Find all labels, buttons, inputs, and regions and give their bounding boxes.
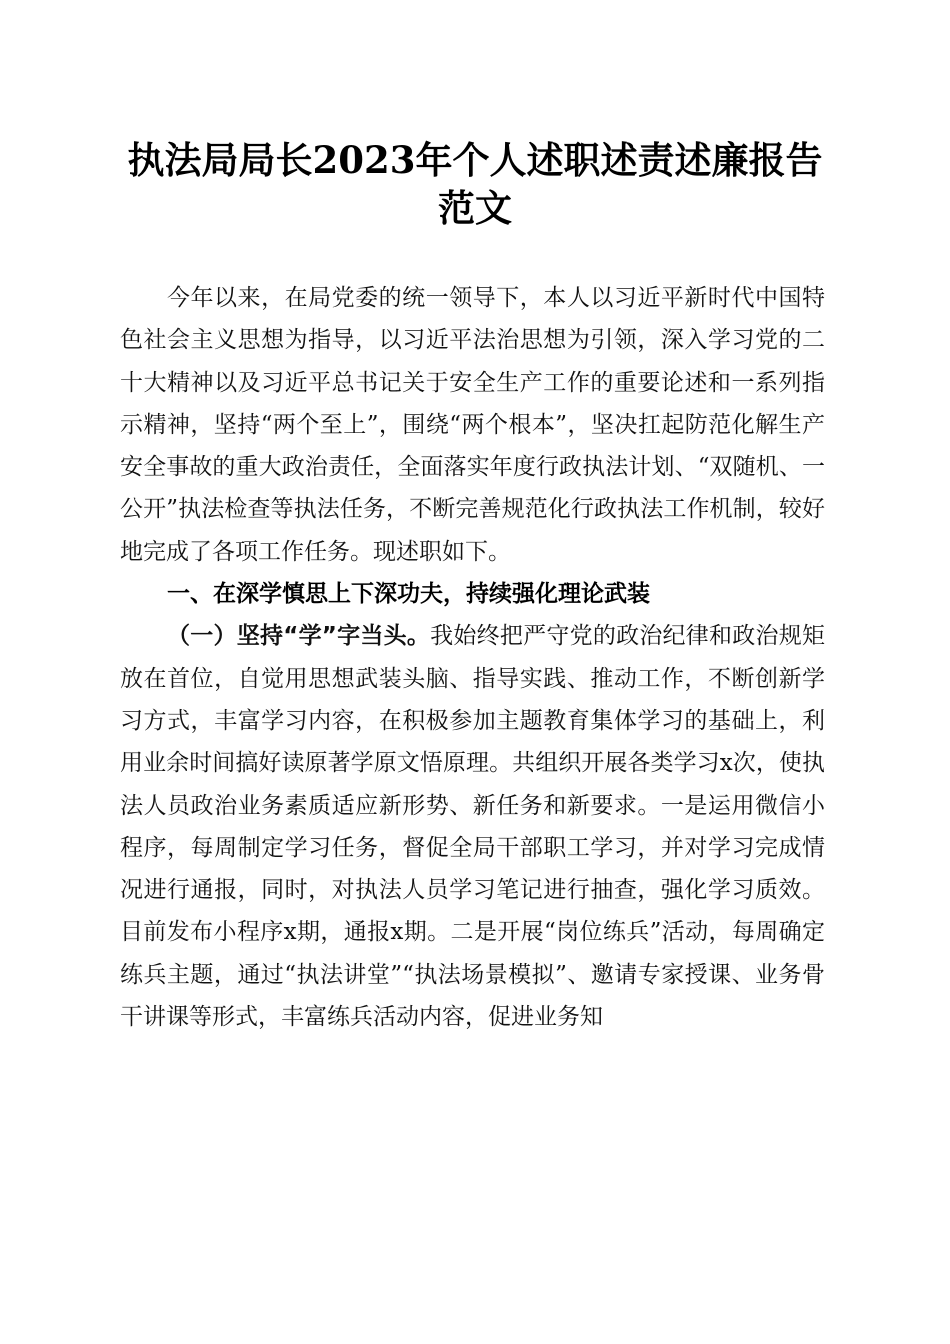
intro-paragraph: 今年以来，在局党委的统一领导下，本人以习近平新时代中国特色社会主义思想为指导，以习近平法治思想为引领，深入学习党的二十大精神以及习近平总书记关于安全生产工作的重要论述和一系列指示精神，坚持“两个至上”，围绕“两个根本”，坚决扛起防范化解生产安全事故的重大政治责任，全面落实年度行政执法计划、“双随机、一公开”执法检查等执法任务，不断完善规范化行政执法工作机制，较好地完成了各项工作任务。现述职如下。: [120, 285, 825, 565]
document-title: 执法局局长2023年个人述职述责述廉报告范文: [127, 138, 823, 230]
subsection-paragraph: [120, 615, 825, 1038]
section-heading: 一、在深学慎思上下深功夫，持续强化理论武装: [167, 581, 650, 608]
subsection-heading: （一）坚持“学”字当头。: [167, 623, 431, 650]
document-body: [120, 277, 825, 1038]
subsection-text: 我始终把严守党的政治纪律和政治规矩放在首位，自觉用思想武装头脑、指导实践、推动工作，不断创新学习方式，丰富学习内容，在积极参加主题教育集体学习的基础上，利用业余时间搞好读原著学原文悟原理。共组织开展各类学习x次，使执法人员政治业务素质适应新形势、新任务和新要求。一是运用微信小程序，每周制定学习任务，督促全局干部职工学习，并对学习完成情况进行通报，同时，对执法人员学习笔记进行抽查，强化学习质效。目前发布小程序x期，通报x期。二是开展“岗位练兵”活动，每周确定练兵主题，通过“执法讲堂”“执法场景模拟”、邀请专家授课、业务骨干讲课等形式，丰富练兵活动内容，促进业务知: [120, 623, 826, 1031]
